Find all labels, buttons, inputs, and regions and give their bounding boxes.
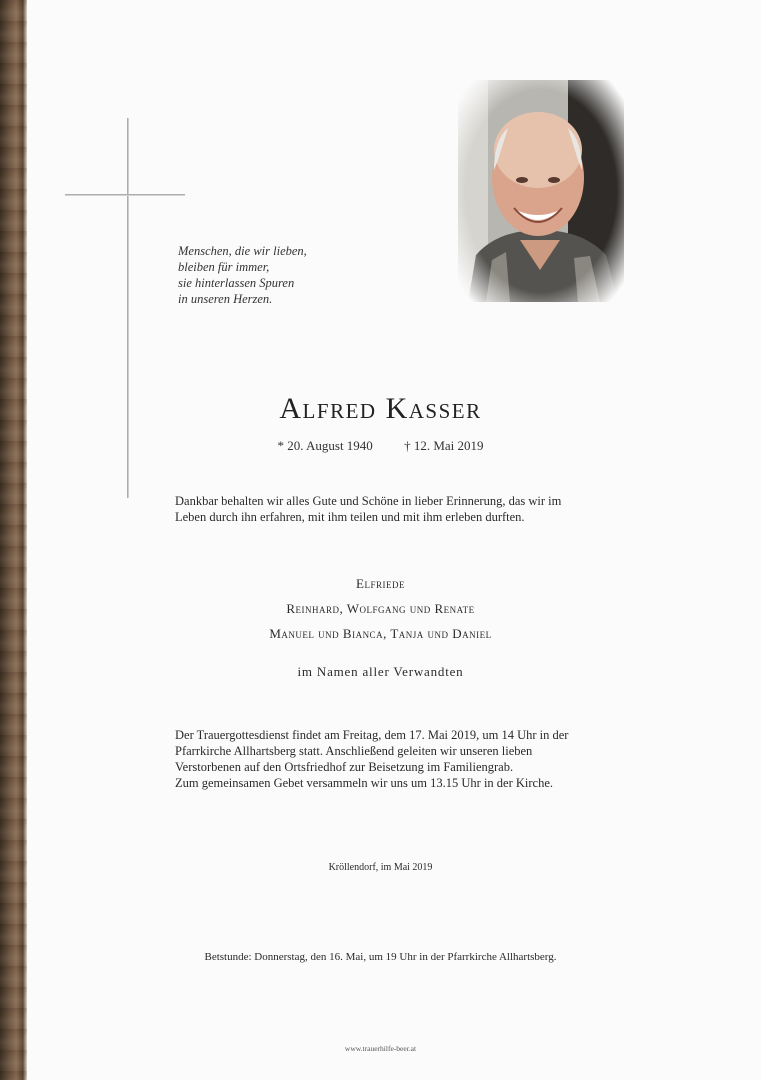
family-line-grandchildren: Manuel und Bianca, Tanja und Daniel xyxy=(269,626,492,641)
portrait-photo xyxy=(458,80,624,302)
relatives-note: im Namen aller Verwandten xyxy=(297,664,464,679)
birth-date: * 20. August 1940 xyxy=(277,438,373,453)
quote-line: Menschen, die wir lieben, xyxy=(178,244,307,258)
thanks-paragraph xyxy=(175,493,561,525)
cross-horizontal-beam xyxy=(65,194,185,196)
family-line-children: Reinhard, Wolfgang und Renate xyxy=(286,601,475,616)
death-date: † 12. Mai 2019 xyxy=(404,438,484,453)
thanks-line: Dankbar behalten wir alles Gute und Schöne in lieber Erinnerung, das wir im xyxy=(175,494,562,508)
service-line: Pfarrkirche Allhartsberg statt. Anschließend geleiten wir unseren lieben xyxy=(175,744,533,758)
service-line: Der Trauergottesdienst findet am Freitag, dem 17. Mai 2019, um 14 Uhr in der xyxy=(175,728,569,742)
thanks-line: Leben durch ihn erfahren, mit ihm teilen und mit ihm erleben durften. xyxy=(175,510,525,524)
service-paragraph xyxy=(175,727,568,791)
quote-line: sie hinterlassen Spuren xyxy=(178,276,295,290)
quote-line: in unseren Herzen. xyxy=(178,292,273,306)
deceased-name: Alfred Kasser xyxy=(279,392,482,425)
paper-edge-border xyxy=(0,0,27,1080)
memorial-quote xyxy=(178,243,418,307)
prayer-hour-note: Betstunde: Donnerstag, den 16. Mai, um 19 Uhr in der Pfarrkirche Allhartsberg. xyxy=(204,951,557,963)
life-dates xyxy=(0,438,761,454)
place-and-date: Kröllendorf, im Mai 2019 xyxy=(328,862,433,873)
website-footer: www.trauerhilfe-beer.at xyxy=(344,1044,417,1053)
service-line: Zum gemeinsamen Gebet versammeln wir uns um 13.15 Uhr in der Kirche. xyxy=(175,776,554,790)
service-line: Verstorbenen auf den Ortsfriedhof zur Beisetzung im Familiengrab. xyxy=(175,760,514,774)
quote-line: bleiben für immer, xyxy=(178,260,270,274)
family-line-spouse: Elfriede xyxy=(356,576,405,591)
